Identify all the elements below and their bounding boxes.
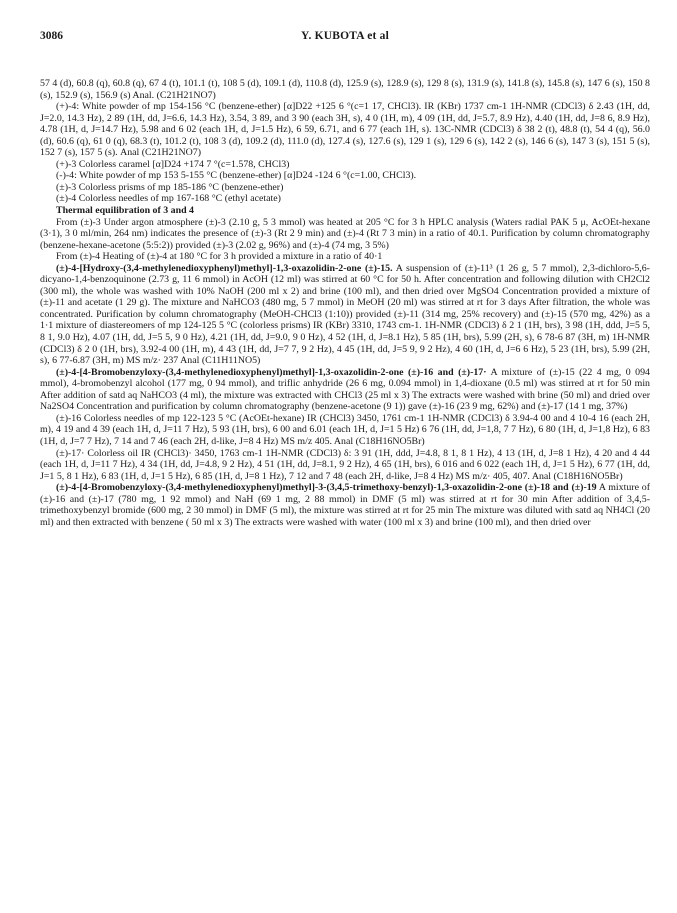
paragraph [40,413,650,448]
paragraph [40,251,650,263]
paragraph-text: (±)-4 Colorless needles of mp 167-168 °C (ethyl acetate) [56,193,281,205]
paragraph [40,263,650,367]
paragraph-text: (±)-3 Colorless prisms of mp 185-186 °C (benzene-ether) [56,181,284,193]
paragraph [40,182,650,194]
paragraph-text: A mixture of (±)-15 (22 4 mg, 0 094 mmol), 4-bromobenzyl alcohol (177 mg, 0 94 mmol), and triflic anhydride (26 6 mg, 0.094 mmol) in 1,4-dioxane (0.5 ml) was stirred at rt for 50 min After addition of satd aq NaHCO3 (4 ml), the mixture was extracted with CHCl3 (25 ml x 3) The extracts were washed with brine (50 ml) and dried over Na2SO4 Concentration and purification by column chromatography (benzene-acetone (9 1)) gave (±)-16 (23 9 mg, 62%) and (±)-17 (14 1 mg, 37%) [40,366,650,413]
paragraph-text: (+)-3 Colorless caramel [α]D24 +174 7 °(c=1.578, CHCl3) [56,158,290,170]
paragraph [40,205,650,217]
paragraph [40,193,650,205]
experimental-section-text [40,78,650,528]
paragraph [40,78,650,101]
paragraph [40,482,650,528]
paragraph [40,159,650,171]
paragraph-text: From (±)-4 Heating of (±)-4 at 180 °C for 3 h provided a mixture in a ratio of 40·1 [56,251,383,263]
paragraph-text: (+)-4: White powder of mp 154-156 °C (benzene-ether) [α]D22 +125 6 °(c=1 17, CHCl3). IR (KBr) 1737 cm-1 1H-NMR (CDCl3) δ 2.43 (1H, dd, J=2.0, 14.3 Hz), 2 89 (1H, dd, J=6.6, 14.3 Hz), 3.54, 3 89, and 3 90 (each 3H, s), 4 0 (1H, m), 4 09 (1H, dd, J=5.7, 8.9 Hz), 4.40 (1H, dd, J=8 6, 8.9 Hz), 4.78 (1H, d, J=14.7 Hz), 5.98 and 6 02 (each 1H, d, J=1.5 Hz), 6 59, 6.71, and 6 77 (each 1H, s). 13C-NMR (CDCl3) δ 38 2 (t), 48.8 (t), 54 4 (q), 56.0 (d), 60.6 (q), 61 0 (q), 68.3 (t), 101.2 (t), 108 3 (d), 109.2 (d), 111.0 (d), 127.4 (s), 127.6 (s), 129 1 (s), 129 6 (s), 142 2 (s), 146 6 (s), 147 3 (s), 151 5 (s), 152 7 (s), 157 5 (s). Anal (C21H21NO7) [40,101,650,159]
paragraph-text: A mixture of (±)-16 and (±)-17 (780 mg, 1 92 mmol) and NaH (69 1 mg, 2 88 mmol) in DMF (5 ml) was stirred at rt for 30 min After addition of 3,4,5-trimethoxybenzyl bromide (600 mg, 2 30 mmol) in DMF (5 ml), the mixture was stirred at rt for 25 min The mixture was diluted with satd aq NH4Cl (20 ml) and then extracted with benzene ( 50 ml x 3) The extracts were washed with water (100 ml x 3) and brine (100 ml), and then dried over [40,482,650,528]
journal-page [40,30,650,528]
page-number: 3086 [40,30,63,42]
paragraph [40,448,650,483]
running-head [40,30,650,50]
paragraph [40,101,650,159]
paragraph-heading: Thermal equilibration of 3 and 4 [56,205,194,217]
paragraph-heading: (±)-4-[4-Bromobenzyloxy-(3,4-methylenedioxyphenyl)methyl]-1,3-oxazolidin-2-one (±)-16 and (±)-17· [56,366,487,378]
paragraph [40,170,650,182]
running-title: Y. KUBOTA et al [301,30,389,42]
paragraph-text: (-)-4: White powder of mp 153 5-155 °C (benzene-ether) [α]D24 -124 6 °(c=1.00, CHCl3). [56,170,417,182]
paragraph-text: A suspension of (±)-11³ (1 26 g, 5 7 mmol), 2,3-dichloro-5,6-dicyano-1,4-benzoquinone (2.73 g, 11 6 mmol) in AcOH (12 ml) was stirred at 60 °C for 50 h. After concentration and following dilution with CH2Cl2 (300 ml), the whole was washed with 10% NaOH (200 ml x 2) and brine (100 ml), and then dried over MgSO4 Concentration provided a mixture of (±)-11 and acetate (1 29 g). The mixture and NaHCO3 (480 mg, 5 7 mmol) in MeOH (20 ml) was stirred at rt for 3 days After filtration, the whole was concentrated. Purification by column chromatography (MeOH-CHCl3 (1:10)) provided (±)-11 (314 mg, 25% recovery) and (±)-15 (570 mg, 42%) as a 1·1 mixture of diastereomers of mp 124-125 5 °C (colorless prisms) IR (KBr) 3310, 1743 cm-1. 1H-NMR (CDCl3) δ 2 1 (1H, brs), 3 98 (1H, ddd, J=5 5, 8 1, 9.0 Hz), 4.07 (1H, dd, J=5 5, 9 0 Hz), 4.21 (1H, dd, J=9.0, 9 0 Hz), 4 52 (1H, d, J=8.1 Hz), 5 85 (1H, brs), 5.99 (2H, s), 6 78-6 87 (3H, m) 1H-NMR (CDCl3) δ 2 0 (1H, brs), 3.92-4 00 (1H, m), 4 43 (1H, dd, J=7 7, 9 2 Hz), 4 45 (1H, dd, J=5 9, 9 2 Hz), 4 60 (1H, d, J=6 6 Hz), 5 23 (1H, brs), 5.99 (2H, s), 6 77-6.87 (3H, m) MS m/z· 237 Anal (C11H11NO5) [40,262,650,367]
paragraph-text: 57 4 (d), 60.8 (q), 60.8 (q), 67 4 (t), 101.1 (t), 108 5 (d), 109.1 (d), 110.8 (d), 125.9 (s), 128.9 (s), 129 8 (s), 131.9 (s), 141.8 (s), 145.8 (s), 147 6 (s), 150 8 (s), 152.9 (s), 156.9 (s) Anal. (C21H21NO7) [40,78,650,101]
paragraph [40,217,650,252]
paragraph-text: (±)-17· Colorless oil IR (CHCl3)· 3450, 1763 cm-1 1H-NMR (CDCl3) δ: 3 91 (1H, ddd, J=4.8, 8 1, 8 1 Hz), 4 13 (1H, d, J=8 1 Hz), 4 20 and 4 44 (each 1H, d, J=11 7 Hz), 4 34 (1H, dd, J=4.8, 9 2 Hz), 4 51 (1H, dd, J=8.1, 9 2 Hz), 4 65 (1H, brs), 6 016 and 6 022 (each 1H, d, J=1 5 Hz), 6 77 (1H, dd, J=1 5, 8 1 Hz), 6 83 (1H, d, J=1 5 Hz), 6 85 (1H, d, J=8 1 Hz), 7 12 and 7 48 (each 2H, d-like, J=8 4 Hz) MS m/z· 405, 407. Anal (C18H16NO5Br) [40,447,650,482]
paragraph-text: (±)-16 Colorless needles of mp 122-123 5 °C (AcOEt-hexane) IR (CHCl3) 3450, 1761 cm-1 1H-NMR (CDCl3) δ 3.94-4 00 and 4 10-4 16 (each 2H, m), 4 19 and 4 39 (each 1H, d, J=11 7 Hz), 5 93 (1H, brs), 6 00 and 6.01 (each 1H, d, J=1 5 Hz) 6 76 (1H, dd, J=1,8, 7 7 Hz), 6 80 (1H, d, J=1,8 Hz), 6 83 (1H, d, J=7 7 Hz), 7 14 and 7 46 (each 2H, d-like, J=8 4 Hz) MS m/z 405. Anal (C18H16NO5Br) [40,412,650,447]
paragraph-text: From (±)-3 Under argon atmosphere (±)-3 (2.10 g, 5 3 mmol) was heated at 205 °C for 3 h HPLC analysis (Waters radial PAK 5 μ, AcOEt-hexane (3·1), 3 0 ml/min, 264 nm) indicates the presence of (±)-3 (Rt 2 9 min) and (±)-4 (Rt 7 3 min) in a ratio of 40.1. Purification by column chromatography (benzene-hexane-acetone (5:5:2)) provided (±)-3 (2.02 g, 96%) and (±)-4 (74 mg, 3 5%) [40,216,650,251]
paragraph-heading: (±)-4-[4-Bromobenzyloxy-(3,4-methylenedioxyphenyl)methyl]-3-(3,4,5-trimethoxy-benzyl)-1,3-oxazolidin-2-one (±)-18 and (±)-19 [56,482,597,494]
paragraph-heading: (±)-4-[Hydroxy-(3,4-methylenedioxyphenyl)methyl]-1,3-oxazolidin-2-one (±)-15. [56,262,393,274]
paragraph [40,367,650,413]
